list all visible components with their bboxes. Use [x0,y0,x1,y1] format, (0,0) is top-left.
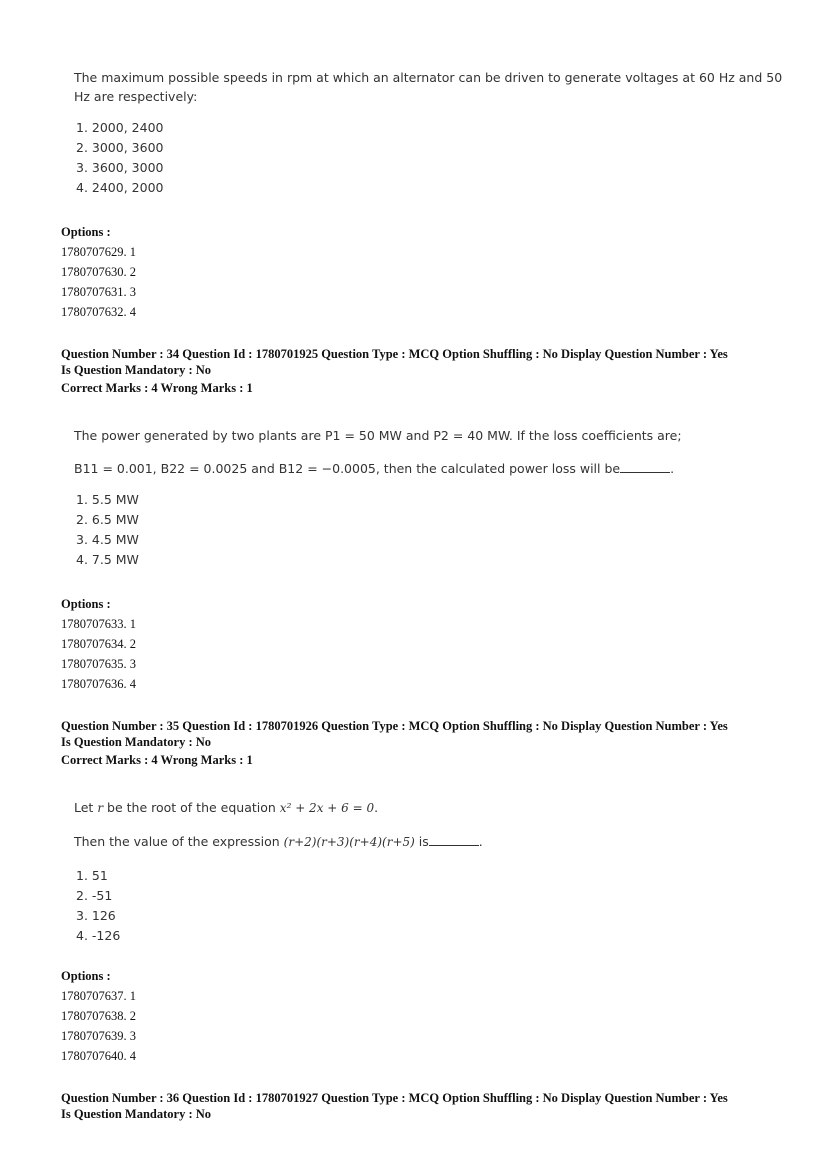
question-meta-line: Question Number : 36 Question Id : 1780701927 Question Type : MCQ Option Shuffling : No Display Question Number : Yes [61,1091,728,1105]
question-34-meta [61,346,776,396]
stem-text: be the root of the equation [103,800,280,815]
question-33-body [74,68,784,198]
options-block [61,222,136,322]
options-block [61,966,136,1066]
choice-item: 4. -126 [76,928,121,943]
question-34-body [74,426,784,570]
option-id: 1780707633. 1 [61,617,136,631]
choice-item: 1. 5.5 MW [76,492,139,507]
question-meta-line: Is Question Mandatory : No [61,735,212,749]
question-meta-line: Question Number : 35 Question Id : 1780701926 Question Type : MCQ Option Shuffling : No Display Question Number : Yes [61,719,728,733]
option-id: 1780707630. 2 [61,265,136,279]
question-stem [74,798,784,818]
option-id: 1780707634. 2 [61,637,136,651]
choice-list [74,118,784,198]
option-id: 1780707631. 3 [61,285,136,299]
question-meta-line: Is Question Mandatory : No [61,363,212,377]
question-stem: The power generated by two plants are P1 = 50 MW and P2 = 40 MW. If the loss coefficients are; [74,428,682,443]
marks-line: Correct Marks : 4 Wrong Marks : 1 [61,381,253,395]
options-block [61,594,136,694]
option-id: 1780707635. 3 [61,657,136,671]
options-heading: Options : [61,969,111,983]
math-equation: x² + 2x + 6 = 0 [279,801,375,815]
answer-blank [429,833,479,846]
option-id: 1780707632. 4 [61,305,136,319]
option-id: 1780707638. 2 [61,1009,136,1023]
choice-item: 2. -51 [76,888,113,903]
stem-text: Then the value of the expression [74,834,284,849]
question-stem-line2: Then the value of the expression (r+2)(r+3)(r+4)(r+5) is . [74,834,483,849]
choice-item: 1. 51 [76,868,108,883]
question-35-body [74,798,784,946]
options-heading: Options : [61,597,111,611]
marks-line: Correct Marks : 4 Wrong Marks : 1 [61,753,253,767]
options-heading: Options : [61,225,111,239]
option-id: 1780707639. 3 [61,1029,136,1043]
choice-list [74,490,784,570]
stem-text: is [414,834,429,849]
choice-item: 2. 3000, 3600 [76,140,164,155]
option-id: 1780707637. 1 [61,989,136,1003]
question-stem-line2: B11 = 0.001, B22 = 0.0025 and B12 = −0.0005, then the calculated power loss will be . [74,461,675,476]
question-meta-line: Question Number : 34 Question Id : 1780701925 Question Type : MCQ Option Shuffling : No Display Question Number : Yes [61,347,728,361]
choice-item: 3. 126 [76,908,116,923]
stem-text: Let [74,800,98,815]
answer-blank [620,460,670,473]
option-id: 1780707640. 4 [61,1049,136,1063]
math-expression: (r+2)(r+3)(r+4)(r+5) [283,835,415,849]
question-stem: The maximum possible speeds in rpm at which an alternator can be driven to generate voltages at 60 Hz and 50 Hz are respectively: [74,70,783,104]
math-variable: r [97,801,104,815]
question-36-meta [61,1090,776,1122]
choice-item: 3. 4.5 MW [76,532,139,547]
choice-item: 4. 2400, 2000 [76,180,164,195]
question-35-meta [61,718,776,768]
option-id: 1780707629. 1 [61,245,136,259]
choice-item: 1. 2000, 2400 [76,120,164,135]
choice-item: 4. 7.5 MW [76,552,139,567]
question-meta-line: Is Question Mandatory : No [61,1107,212,1121]
choice-list [74,866,784,946]
choice-item: 3. 3600, 3000 [76,160,164,175]
stem-text: . [374,800,379,815]
stem-text: B11 = 0.001, B22 = 0.0025 and B12 = −0.0005, then the calculated power loss will be [74,461,621,476]
choice-item: 2. 6.5 MW [76,512,139,527]
option-id: 1780707636. 4 [61,677,136,691]
